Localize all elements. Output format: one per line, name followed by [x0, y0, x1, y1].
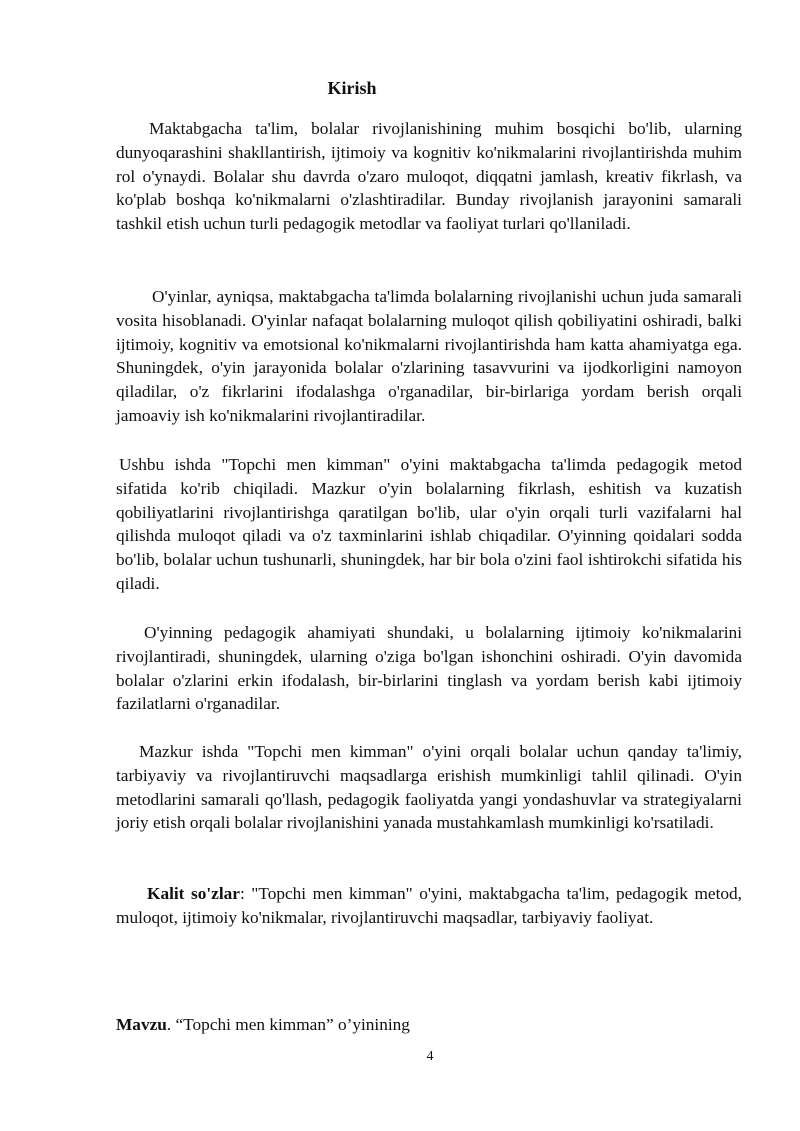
keywords-label: Kalit so'zlar [147, 884, 240, 903]
topic-text: . “Topchi men kimman” o’yinining [166, 1015, 410, 1034]
keywords-text: : "Topchi men kimman" o'yini, maktabgacha ta'lim, pedagogik metod, muloqot, ijtimoiy ko'nikmalar, rivojlantiruvchi maqsadlar, tarbiyaviy faoliyat. [116, 884, 742, 927]
paragraph-3: Ushbu ishda "Topchi men kimman" o'yini maktabgacha ta'limda pedagogik metod sifatida ko'rib chiqiladi. Mazkur o'yin bolalarning fikrlash, eshitish va kuzatish qobiliyatlarini rivojlantirishga qaratilgan bo'lib, ular o'yin orqali turli vazifalarni hal qilishda muloqot qiladi va o'z taxminlarini ishlab chiqadilar. O'yinning qoidalari sodda bo'lib, bolalar uchun tushunarli, shuningdek, har bir bola o'zini faol ishtirokchi sifatida his qiladi. [116, 455, 742, 593]
paragraph-1: Maktabgacha ta'lim, bolalar rivojlanishining muhim bosqichi bo'lib, ularning dunyoqarashini shakllantirish, ijtimoiy va kognitiv ko'nikmalarini rivojlantirishda muhim rol o'ynaydi. Bolalar shu davrda o'zaro muloqot, diqqatni jamlash, kreativ fikrlash, va ko'plab boshqa ko'nikmalarni o'zlashtiradilar. Bunday rivojlanish jarayonini samarali tashkil etish uchun turli pedagogik metodlar va faoliyat turlari qo'llaniladi. [116, 119, 742, 234]
keywords-paragraph [116, 882, 742, 930]
section-heading-text: Kirish [327, 78, 377, 98]
page-number: 4 [426, 1049, 434, 1064]
paragraph-5: Mazkur ishda "Topchi men kimman" o'yini orqali bolalar uchun qanday ta'limiy, tarbiyaviy va rivojlantiruvchi maqsadlarga erishish mumkinligi tahlil qilinadi. O'yin metodlarini samarali qo'llash, pedagogik faoliyatda yangi yondashuvlar va strategiyalarni joriy etish orqali bolalar rivojlanishini yanada mustahkamlash mumkinligi ko'rsatiladi. [116, 742, 742, 833]
topic-line [116, 1013, 410, 1037]
section-heading [0, 76, 800, 100]
topic-label: Mavzu [116, 1015, 167, 1034]
paragraph-4: O'yinning pedagogik ahamiyati shundaki, u bolalarning ijtimoiy ko'nikmalarini rivojlantiradi, shuningdek, ularning o'ziga bo'lgan ishonchini oshiradi. O'yin davomida bolalar o'zlarini erkin ifodalash, bir-birlarini tinglash va yordam berish kabi ijtimoiy fazilatlarni o'rganadilar. [116, 623, 742, 714]
paragraph-2: O'yinlar, ayniqsa, maktabgacha ta'limda bolalarning rivojlanishi uchun juda samarali vosita hisoblanadi. O'yinlar nafaqat bolalarning muloqot qilish qobiliyatini oshiradi, balki ijtimoiy, kognitiv va emotsional ko'nikmalarni rivojlantirishda ham katta ahamiyatga ega. Shuningdek, o'yin jarayonida bolalar o'zlarining tasavvurini va ijodkorligini namoyon qiladilar, o'z fikrlarini ifodalashga o'rganadilar, bir-birlariga yordam berish orqali jamoaviy ish ko'nikmalarini rivojlantiradilar. [116, 287, 742, 425]
